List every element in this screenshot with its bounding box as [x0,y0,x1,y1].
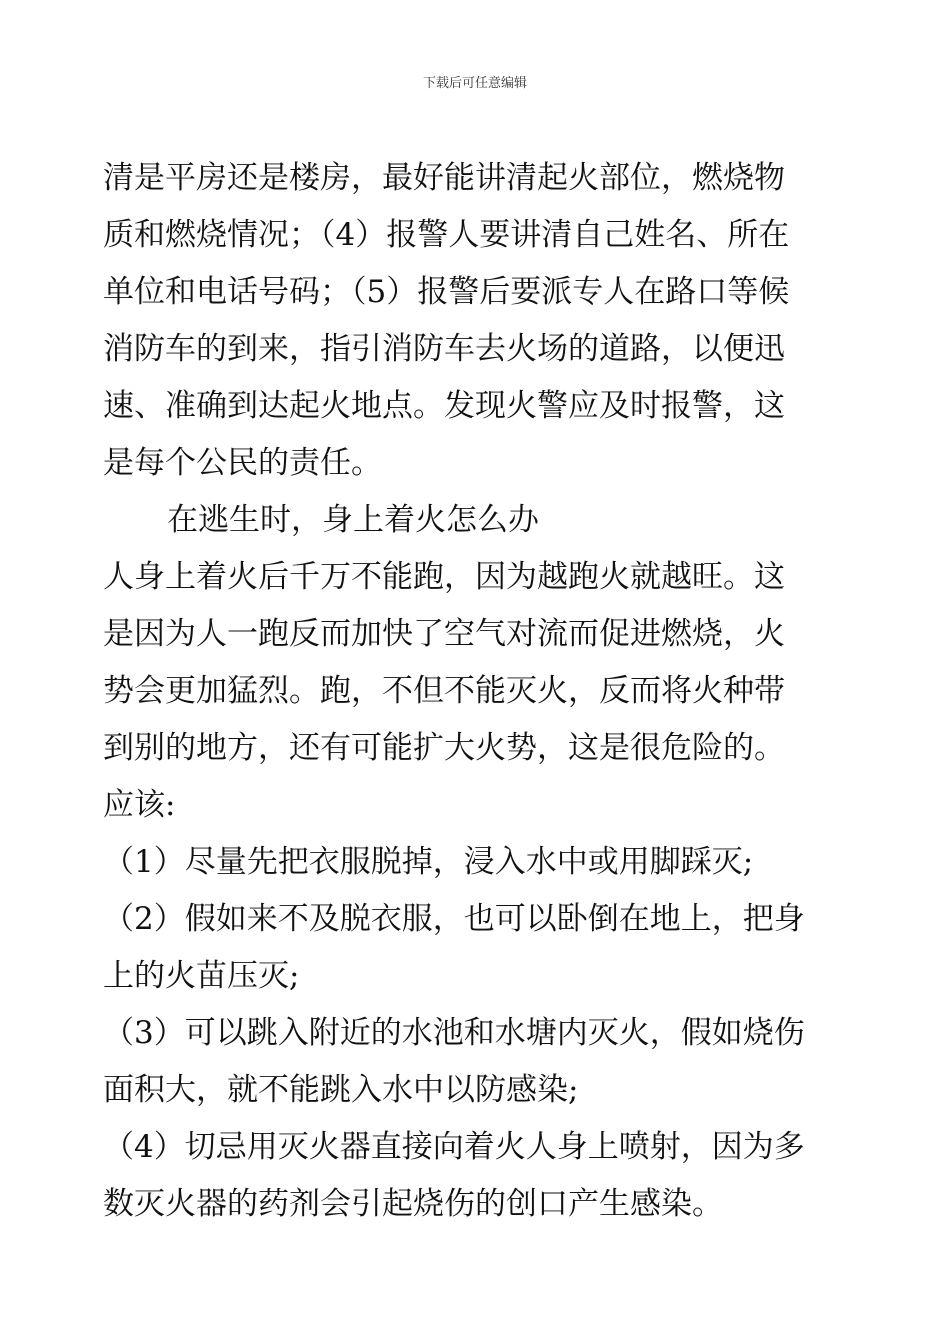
text-line: 单位和电话号码；（5）报警后要派专人在路口等候 [103,274,790,310]
text-line: 消防车的到来，指引消防车去火场的道路，以便迅 [103,331,785,367]
list-item: （4）切忌用灭火器直接向着火人身上喷射，因为多 [103,1129,805,1165]
text-line: 速、准确到达起火地点。发现火警应及时报警，这 [103,388,785,424]
document-body [103,150,848,1233]
text-line: 是因为人一跑反而加快了空气对流而促进燃烧，火 [103,616,785,652]
text-line: 上的火苗压灭; [103,958,300,994]
text-line: 质和燃烧情况；（4）报警人要讲清自己姓名、所在 [103,217,790,253]
text-line: 面积大，就不能跳入水中以防感染; [103,1072,579,1108]
text-line: 清是平房还是楼房，最好能讲清起火部位，燃烧物 [103,160,785,196]
text-line: 到别的地方，还有可能扩大火势，这是很危险的。 [103,730,785,766]
text-line: 人身上着火后千万不能跑，因为越跑火就越旺。这 [103,559,785,595]
list-item: （3）可以跳入附近的水池和水塘内灭火，假如烧伤 [103,1015,805,1051]
text-line: 数灭火器的药剂会引起烧伤的创口产生感染。 [103,1186,723,1222]
list-item: （2）假如来不及脱衣服，也可以卧倒在地上，把身 [103,901,805,937]
list-item: （1）尽量先把衣服脱掉，浸入水中或用脚踩灭; [103,844,754,880]
text-line: 势会更加猛烈。跑，不但不能灭火，反而将火种带 [103,673,785,709]
text-line: 是每个公民的责任。 [103,445,382,481]
text-line: 应该: [103,787,176,823]
page-header: 下载后可任意编辑 [422,76,527,91]
section-heading: 在逃生时，身上着火怎么办 [167,502,539,538]
